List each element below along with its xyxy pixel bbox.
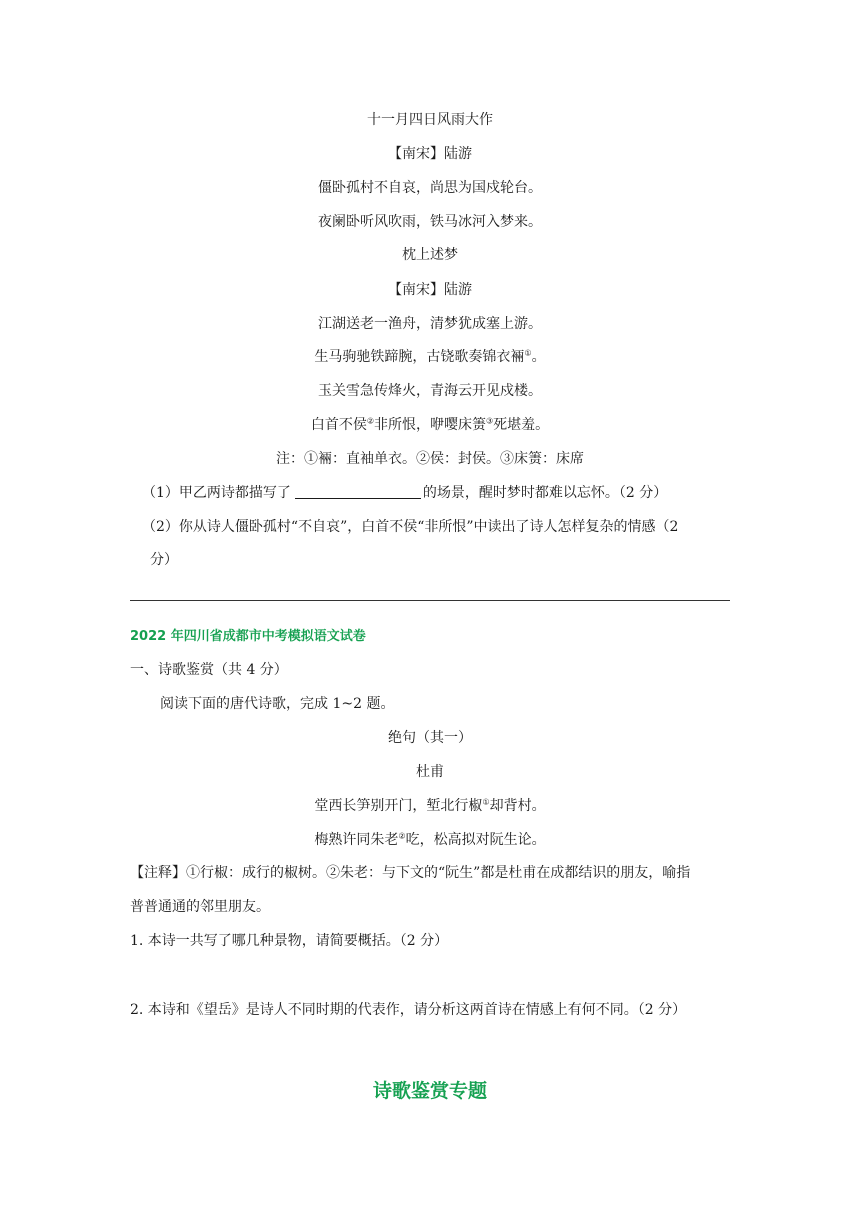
poem2-note: 注：①裲：直袖单衣。②侯：封侯。③床箦：床席 (276, 451, 584, 467)
footnote-marker: ② (366, 416, 374, 426)
poem3-line (130, 796, 730, 816)
footnote-marker: ② (398, 831, 406, 841)
question-1-text-end: 的场景，醒时梦时都难以忘怀。（2 分） (422, 485, 668, 501)
poem2-line: 玉关雪急传烽火，青海云开见戍楼。 (318, 383, 542, 399)
section-divider (130, 600, 730, 601)
footnote-marker: ③ (486, 416, 494, 426)
answer-blank[interactable] (295, 484, 421, 499)
poem2-line-text: 死堪羞。 (493, 417, 550, 433)
poem2-line (130, 347, 730, 367)
poem3-line (130, 830, 730, 850)
annotation-continued: 普普通通的邻里朋友。 (130, 899, 270, 915)
section-heading: 2022 年四川省成都市中考模拟语文试卷 (130, 629, 366, 644)
footnote-marker: ① (482, 797, 490, 807)
question-item: 2. 本诗和《望岳》是诗人不同时期的代表作，请分析这两首诗在情感上有何不同。（2 分） (130, 1002, 687, 1018)
question-1 (142, 483, 667, 503)
annotation: 【注释】①行椒：成行的椒树。②朱老：与下文的“阮生”都是杜甫在成都结识的朋友，喻指 (130, 865, 691, 881)
poem1-author: 【南宋】陆游 (388, 146, 472, 162)
poem2-line-text: 白首不侯 (310, 417, 367, 433)
footnote-marker: ① (524, 348, 532, 358)
question-2: （2）你从诗人僵卧孤村“不自哀”，白首不侯“非所恨”中读出了诗人怎样复杂的情感（2 (142, 519, 679, 535)
poem1-line: 僵卧孤村不自哀，尚思为国戍轮台。 (318, 180, 542, 196)
poem1-line: 夜阑卧听风吹雨，铁马冰河入梦来。 (318, 214, 542, 230)
poem3-author: 杜甫 (416, 764, 444, 780)
poem2-line: 江湖送老一渔舟，清梦犹成塞上游。 (318, 316, 542, 332)
question-item: 1. 本诗一共写了哪几种景物，请简要概括。（2 分） (130, 933, 449, 949)
poem1-title: 十一月四日风雨大作 (367, 112, 493, 128)
instruction-text: 阅读下面的唐代诗歌，完成 1~2 题。 (160, 696, 395, 712)
poem2-line-text: 生马驹驰铁蹄腕，古铙歌奏锦衣裲 (314, 349, 525, 365)
poem2-line (130, 415, 730, 435)
poem3-title: 绝句（其一） (388, 730, 472, 746)
poem3-line-text: 吃，松高拟对阮生论。 (405, 832, 546, 848)
poem3-line-text: 梅熟许同朱老 (314, 832, 399, 848)
poem2-author: 【南宋】陆游 (388, 282, 472, 298)
poem3-line-text: 堂西长笋别开门，堑北行椒 (314, 798, 483, 814)
part-heading: 一、诗歌鉴赏（共 4 分） (130, 662, 288, 678)
poem2-title: 枕上述梦 (402, 247, 458, 263)
poem2-line-text: 非所恨，咿嘤床箦 (374, 417, 486, 433)
question-2-continued: 分） (150, 552, 178, 568)
footer-title: 诗歌鉴赏专题 (372, 1080, 487, 1102)
question-1-text: （1）甲乙两诗都描写了 (142, 485, 291, 501)
poem2-line-text: 。 (531, 349, 546, 365)
poem3-line-text: 却背村。 (489, 798, 546, 814)
